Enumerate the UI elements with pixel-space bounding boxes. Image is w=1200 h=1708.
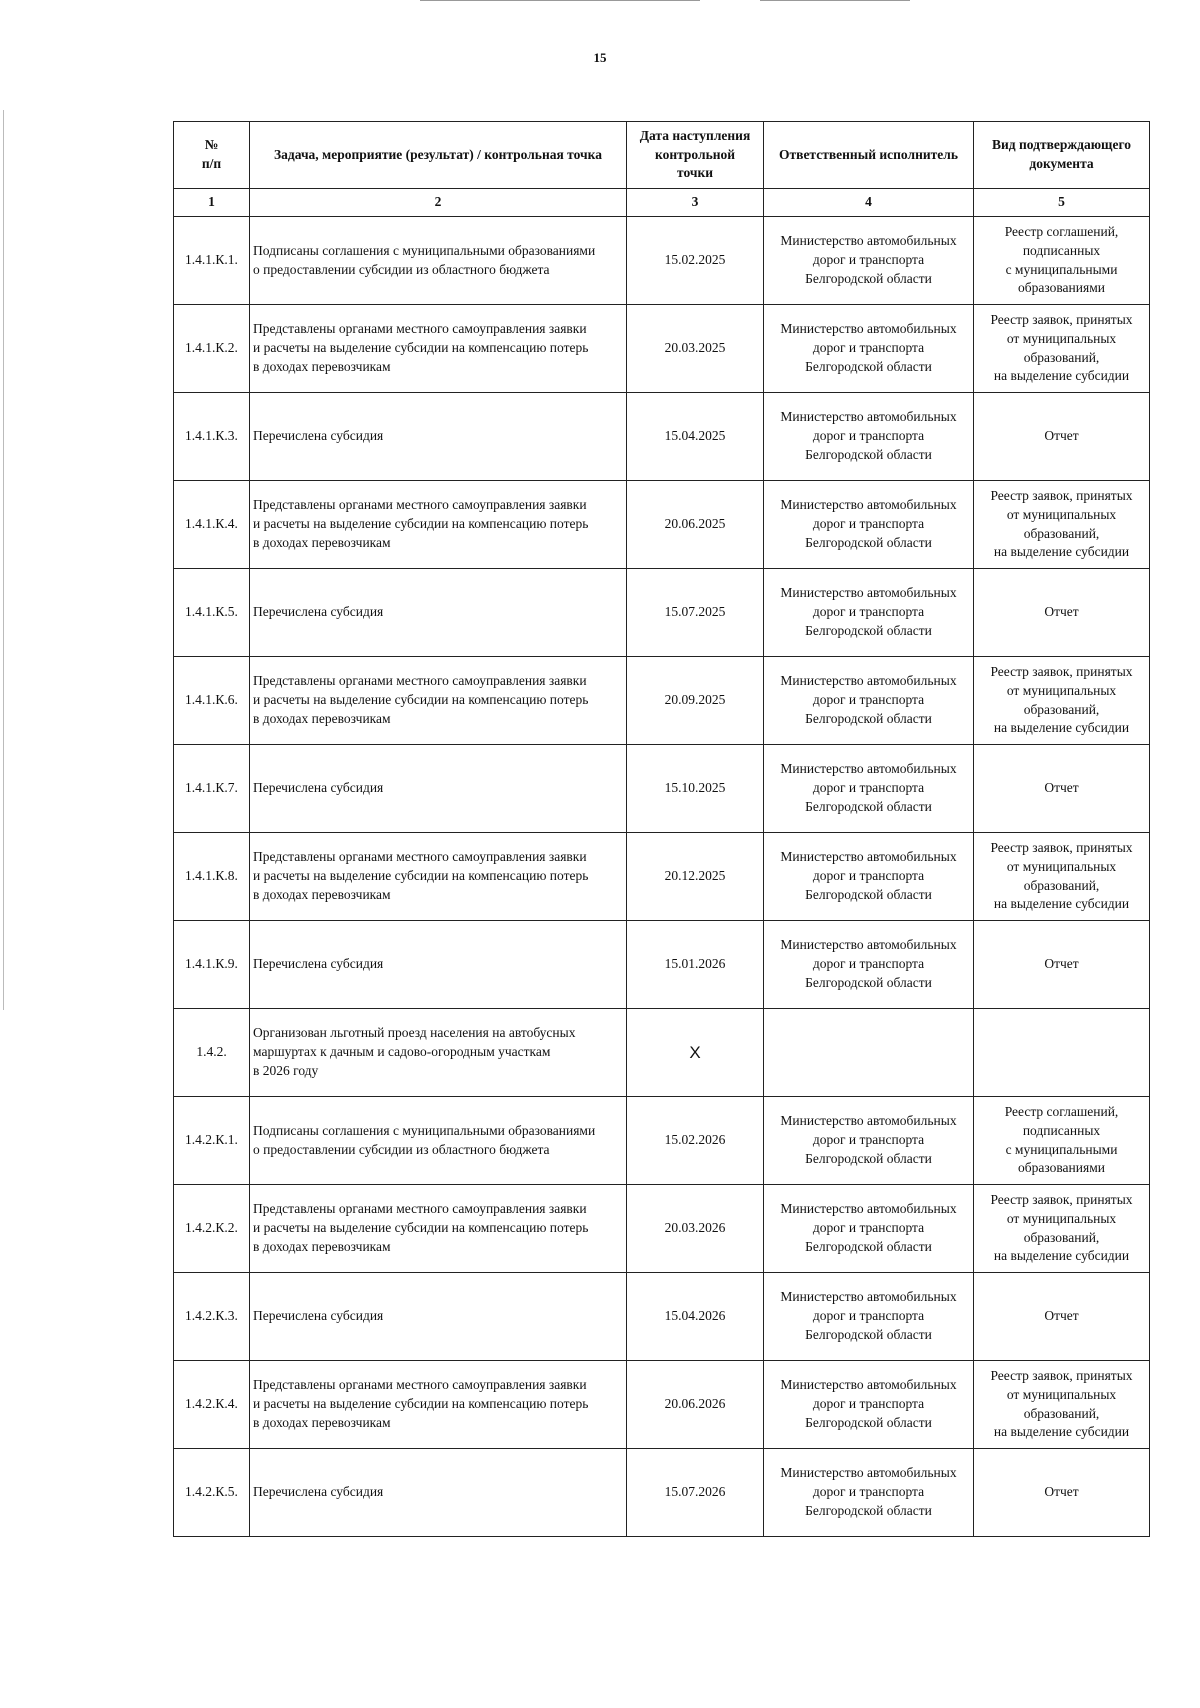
row-responsible: Министерство автомобильных дорог и транспорта Белгородской области: [764, 481, 974, 569]
row-responsible: Министерство автомобильных дорог и транспорта Белгородской области: [764, 657, 974, 745]
page-number: 15: [593, 50, 607, 65]
row-date: 15.04.2025: [627, 393, 764, 481]
header-number: № п/п: [174, 122, 250, 189]
row-task: Перечислена субсидия: [250, 393, 627, 481]
column-number: 5: [974, 189, 1150, 217]
row-date: 20.09.2025: [627, 657, 764, 745]
row-number: 1.4.2.К.5.: [174, 1449, 250, 1537]
row-number: 1.4.1.К.1.: [174, 217, 250, 305]
column-number: 1: [174, 189, 250, 217]
header-task: Задача, мероприятие (результат) / контрольная точка: [250, 122, 627, 189]
column-number: 2: [250, 189, 627, 217]
row-responsible: Министерство автомобильных дорог и транспорта Белгородской области: [764, 1449, 974, 1537]
table-row: [174, 1449, 1150, 1537]
control-points-table: [173, 121, 1150, 1537]
row-number: 1.4.1.К.3.: [174, 393, 250, 481]
row-responsible: Министерство автомобильных дорог и транспорта Белгородской области: [764, 569, 974, 657]
column-numbers-row: [174, 189, 1150, 217]
row-date: 20.03.2025: [627, 305, 764, 393]
row-date: 15.04.2026: [627, 1273, 764, 1361]
row-document: [974, 1009, 1150, 1097]
table-row: [174, 1361, 1150, 1449]
row-document: Реестр соглашений, подписанных с муниципальными образованиями: [974, 217, 1150, 305]
table-row: [174, 569, 1150, 657]
row-task: Перечислена субсидия: [250, 569, 627, 657]
row-document: Реестр соглашений, подписанных с муниципальными образованиями: [974, 1097, 1150, 1185]
row-date: 15.07.2026: [627, 1449, 764, 1537]
row-date: 15.01.2026: [627, 921, 764, 1009]
scan-artifact-top-right: [760, 0, 910, 1]
row-number: 1.4.1.К.9.: [174, 921, 250, 1009]
header-responsible: Ответственный исполнитель: [764, 122, 974, 189]
row-document: Реестр заявок, принятых от муниципальных образований, на выделение субсидии: [974, 657, 1150, 745]
row-task: Представлены органами местного самоуправления заявки и расчеты на выделение субсидии на компенсацию потерь в доходах перевозчикам: [250, 657, 627, 745]
row-number: 1.4.1.К.2.: [174, 305, 250, 393]
row-task: Перечислена субсидия: [250, 1449, 627, 1537]
row-number: 1.4.1.К.7.: [174, 745, 250, 833]
row-task: Перечислена субсидия: [250, 921, 627, 1009]
row-number: 1.4.2.К.4.: [174, 1361, 250, 1449]
row-responsible: Министерство автомобильных дорог и транспорта Белгородской области: [764, 1185, 974, 1273]
table-row: [174, 393, 1150, 481]
row-date: 20.03.2026: [627, 1185, 764, 1273]
row-responsible: Министерство автомобильных дорог и транспорта Белгородской области: [764, 921, 974, 1009]
row-responsible: Министерство автомобильных дорог и транспорта Белгородской области: [764, 217, 974, 305]
row-number: 1.4.2.К.1.: [174, 1097, 250, 1185]
row-document: Отчет: [974, 921, 1150, 1009]
table-row: [174, 481, 1150, 569]
row-responsible: Министерство автомобильных дорог и транспорта Белгородской области: [764, 745, 974, 833]
row-responsible: [764, 1009, 974, 1097]
row-responsible: Министерство автомобильных дорог и транспорта Белгородской области: [764, 833, 974, 921]
table-row: [174, 1009, 1150, 1097]
row-number: 1.4.1.К.4.: [174, 481, 250, 569]
row-document: Отчет: [974, 1449, 1150, 1537]
row-number: 1.4.1.К.6.: [174, 657, 250, 745]
row-date: 15.07.2025: [627, 569, 764, 657]
scan-artifact-top: [420, 0, 700, 1]
row-document: Реестр заявок, принятых от муниципальных образований, на выделение субсидии: [974, 305, 1150, 393]
table-body: [174, 189, 1150, 1537]
row-responsible: Министерство автомобильных дорог и транспорта Белгородской области: [764, 1097, 974, 1185]
table-row: [174, 745, 1150, 833]
row-responsible: Министерство автомобильных дорог и транспорта Белгородской области: [764, 393, 974, 481]
row-number: 1.4.2.К.2.: [174, 1185, 250, 1273]
row-task: Представлены органами местного самоуправления заявки и расчеты на выделение субсидии на компенсацию потерь в доходах перевозчикам: [250, 481, 627, 569]
table-row: [174, 305, 1150, 393]
row-date: Х: [627, 1009, 764, 1097]
table-row: [174, 833, 1150, 921]
table-row: [174, 1185, 1150, 1273]
row-number: 1.4.2.К.3.: [174, 1273, 250, 1361]
row-date: 20.06.2025: [627, 481, 764, 569]
row-date: 15.02.2026: [627, 1097, 764, 1185]
table-row: [174, 1097, 1150, 1185]
scan-artifact-left-margin: [3, 110, 4, 1010]
row-document: Отчет: [974, 393, 1150, 481]
row-date: 20.12.2025: [627, 833, 764, 921]
row-task: Представлены органами местного самоуправления заявки и расчеты на выделение субсидии на компенсацию потерь в доходах перевозчикам: [250, 305, 627, 393]
column-number: 3: [627, 189, 764, 217]
row-task: Подписаны соглашения с муниципальными образованиями о предоставлении субсидии из областного бюджета: [250, 217, 627, 305]
row-task: Перечислена субсидия: [250, 1273, 627, 1361]
row-number: 1.4.1.К.8.: [174, 833, 250, 921]
row-document: Реестр заявок, принятых от муниципальных образований, на выделение субсидии: [974, 481, 1150, 569]
row-document: Отчет: [974, 745, 1150, 833]
row-task: Организован льготный проезд населения на автобусных маршуртах к дачным и садово-огородным участкам в 2026 году: [250, 1009, 627, 1097]
header-date: Дата наступления контрольной точки: [627, 122, 764, 189]
row-task: Перечислена субсидия: [250, 745, 627, 833]
row-date: 15.10.2025: [627, 745, 764, 833]
column-number: 4: [764, 189, 974, 217]
row-task: Представлены органами местного самоуправления заявки и расчеты на выделение субсидии на компенсацию потерь в доходах перевозчикам: [250, 833, 627, 921]
row-document: Реестр заявок, принятых от муниципальных образований, на выделение субсидии: [974, 1361, 1150, 1449]
row-document: Реестр заявок, принятых от муниципальных образований, на выделение субсидии: [974, 833, 1150, 921]
row-task: Подписаны соглашения с муниципальными образованиями о предоставлении субсидии из областного бюджета: [250, 1097, 627, 1185]
row-responsible: Министерство автомобильных дорог и транспорта Белгородской области: [764, 1361, 974, 1449]
row-task: Представлены органами местного самоуправления заявки и расчеты на выделение субсидии на компенсацию потерь в доходах перевозчикам: [250, 1361, 627, 1449]
table-row: [174, 657, 1150, 745]
table-row: [174, 217, 1150, 305]
table-header-row: [174, 122, 1150, 189]
row-date: 20.06.2026: [627, 1361, 764, 1449]
row-responsible: Министерство автомобильных дорог и транспорта Белгородской области: [764, 305, 974, 393]
row-responsible: Министерство автомобильных дорог и транспорта Белгородской области: [764, 1273, 974, 1361]
row-task: Представлены органами местного самоуправления заявки и расчеты на выделение субсидии на компенсацию потерь в доходах перевозчикам: [250, 1185, 627, 1273]
row-number: 1.4.2.: [174, 1009, 250, 1097]
table-row: [174, 921, 1150, 1009]
row-date: 15.02.2025: [627, 217, 764, 305]
row-number: 1.4.1.К.5.: [174, 569, 250, 657]
row-document: Отчет: [974, 569, 1150, 657]
row-document: Реестр заявок, принятых от муниципальных образований, на выделение субсидии: [974, 1185, 1150, 1273]
row-document: Отчет: [974, 1273, 1150, 1361]
table-row: [174, 1273, 1150, 1361]
header-document: Вид подтверждающего документа: [974, 122, 1150, 189]
